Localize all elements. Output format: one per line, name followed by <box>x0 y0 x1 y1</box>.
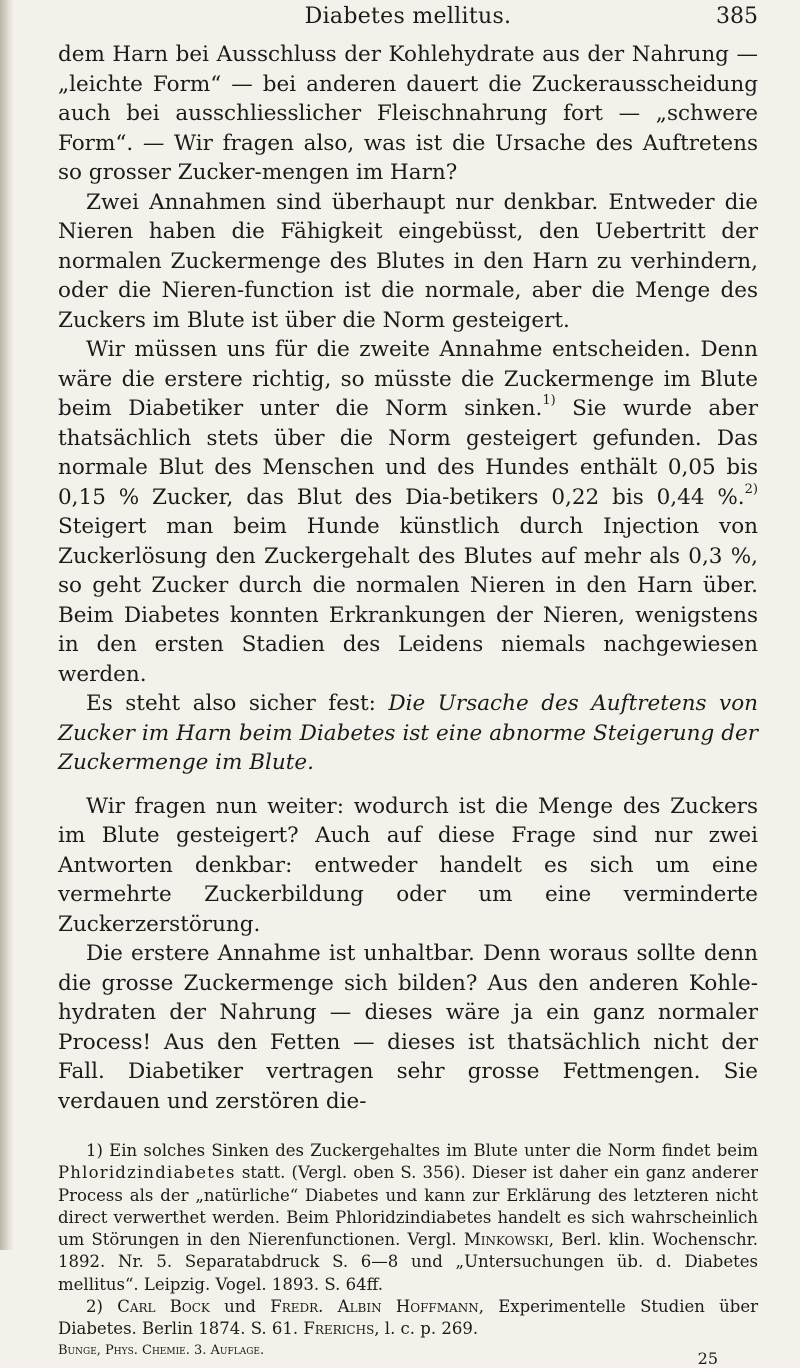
footnote-2-text-a: und <box>209 1297 271 1317</box>
paragraph-5: Wir fragen nun weiter: wodurch ist die Menge des Zuckers im Blute gesteigert? Auch auf diese Frage sind nur zwei Antworten denkbar: entweder handelt es sich um eine vermehrte Zuckerbildung oder um eine verminderte Zuckerzerstörung. <box>58 793 758 937</box>
footnote-2-author-1: Carl Bock <box>102 1297 210 1317</box>
footnotes <box>58 1140 758 1341</box>
paragraph-3 <box>58 335 758 689</box>
footnote-2-author-3: Frerichs <box>303 1319 375 1339</box>
paragraph-4 <box>58 689 758 778</box>
paragraph-6: Die erstere Annahme ist unhaltbar. Denn woraus sollte denn die grosse Zuckermenge sich bilden? Aus den anderen Kohle-hydraten der Nahrung — dieses wäre ja ein ganz normaler Process! Aus den Fetten — dieses ist thatsächlich nicht der Fall. Diabetiker vertragen sehr grosse Fettmengen. Sie verdauen und zerstören die- <box>58 941 758 1114</box>
footnote-2-text-c: , l. c. p. 269. <box>374 1319 479 1339</box>
footnote-ref-2: 2) <box>744 481 758 497</box>
conclusion-lead: Es steht also sicher fest: <box>86 691 389 716</box>
page-header <box>58 0 758 40</box>
footnote-ref-1: 1) <box>542 393 556 408</box>
main-text <box>58 40 758 1116</box>
paragraph-2: Zwei Annahmen sind überhaupt nur denkbar. Entweder die Nieren haben die Fähigkeit eingebüsst, den Uebertritt der normalen Zuckermenge des Blutes in den Harn zu verhindern, oder die Nieren-function ist die normale, aber die Menge des Zuckers im Blute ist über die Norm gesteigert. <box>58 189 758 333</box>
footnote-1-author: Minkowski <box>463 1230 549 1250</box>
page-binding-shadow <box>0 0 14 1250</box>
footnote-2-author-2: Fredr. Albin Hoffmann <box>270 1297 479 1317</box>
page-number: 385 <box>716 4 758 29</box>
footnote-2 <box>58 1296 758 1341</box>
paragraph-3-part-2: Sie wurde aber thatsächlich stets über die Norm gesteigert gefunden. Das normale Blut des Menschen und des Hundes enthält 0,05 bis 0,15 % Zucker, das Blut des Dia-betikers 0,22 bis 0,44 %. <box>58 396 758 510</box>
running-title: Diabetes mellitus. <box>304 4 512 29</box>
conclusion-emphasis: Die Ursache des Auftretens von Zucker im Harn beim Diabetes ist eine abnorme Steigerung der Zuckermenge im Blute. <box>58 691 758 775</box>
footnote-2-text-b: , Experimentelle Studien über Diabetes. Berlin 1874. S. 61. <box>58 1297 758 1339</box>
footnote-1-spaced-term: Phloridzindiabetes <box>58 1163 236 1183</box>
footnote-1-label: 1) <box>86 1141 103 1160</box>
paragraph-3-part-3: Steigert man beim Hunde künstlich durch Injection von Zuckerlösung den Zuckergehalt des Blutes auf mehr als 0,3 %, so geht Zucker durch die normalen Nieren in den Harn über. Beim Diabetes konnten Erkrankungen der Nieren, wenigstens in den ersten Stadien des Leidens niemals nachgewiesen werden. <box>58 514 758 687</box>
book-page <box>58 0 759 1368</box>
signature-line <box>58 1342 758 1368</box>
footnote-1-text-b: statt. (Vergl. oben S. 356). Dieser ist daher ein ganz anderer Process als der „natürliche“ Diabetes und kann zur Erklärung des letzteren nicht direct verwerthet werden. Beim Phloridzindiabetes handelt es sich wahrscheinlich um Störungen in den Nierenfunctionen. Vergl. <box>58 1163 758 1250</box>
footnote-1-text-c: , Berl. klin. Wochenschr. 1892. Nr. 5. Separatabdruck S. 6—8 und „Untersuchungen üb. d. Diabetes mellitus“. Leipzig. Vogel. 1893. S. 64ff. <box>58 1230 759 1294</box>
footnote-1 <box>58 1140 758 1296</box>
signature-source: Bunge, Phys. Chemie. 3. Auflage. <box>58 1342 265 1358</box>
sheet-number: 25 <box>697 1348 718 1368</box>
paragraph-3-part-1: Wir müssen uns für die zweite Annahme entscheiden. Denn wäre die erstere richtig, so müsste die Zuckermenge im Blute beim Diabetiker unter die Norm sinken. <box>58 337 758 421</box>
footnote-2-label: 2) <box>86 1297 103 1317</box>
footnote-1-text-a: Ein solches Sinken des Zuckergehaltes im Blute unter die Norm findet beim <box>102 1141 758 1160</box>
paragraph-1: dem Harn bei Ausschluss der Kohlehydrate aus der Nahrung — „leichte Form“ — bei anderen dauert die Zuckerausscheidung auch bei ausschliesslicher Fleischnahrung fort — „schwere Form“. — Wir fragen also, was ist die Ursache des Auftretens so grosser Zucker-mengen im Harn? <box>58 42 758 185</box>
